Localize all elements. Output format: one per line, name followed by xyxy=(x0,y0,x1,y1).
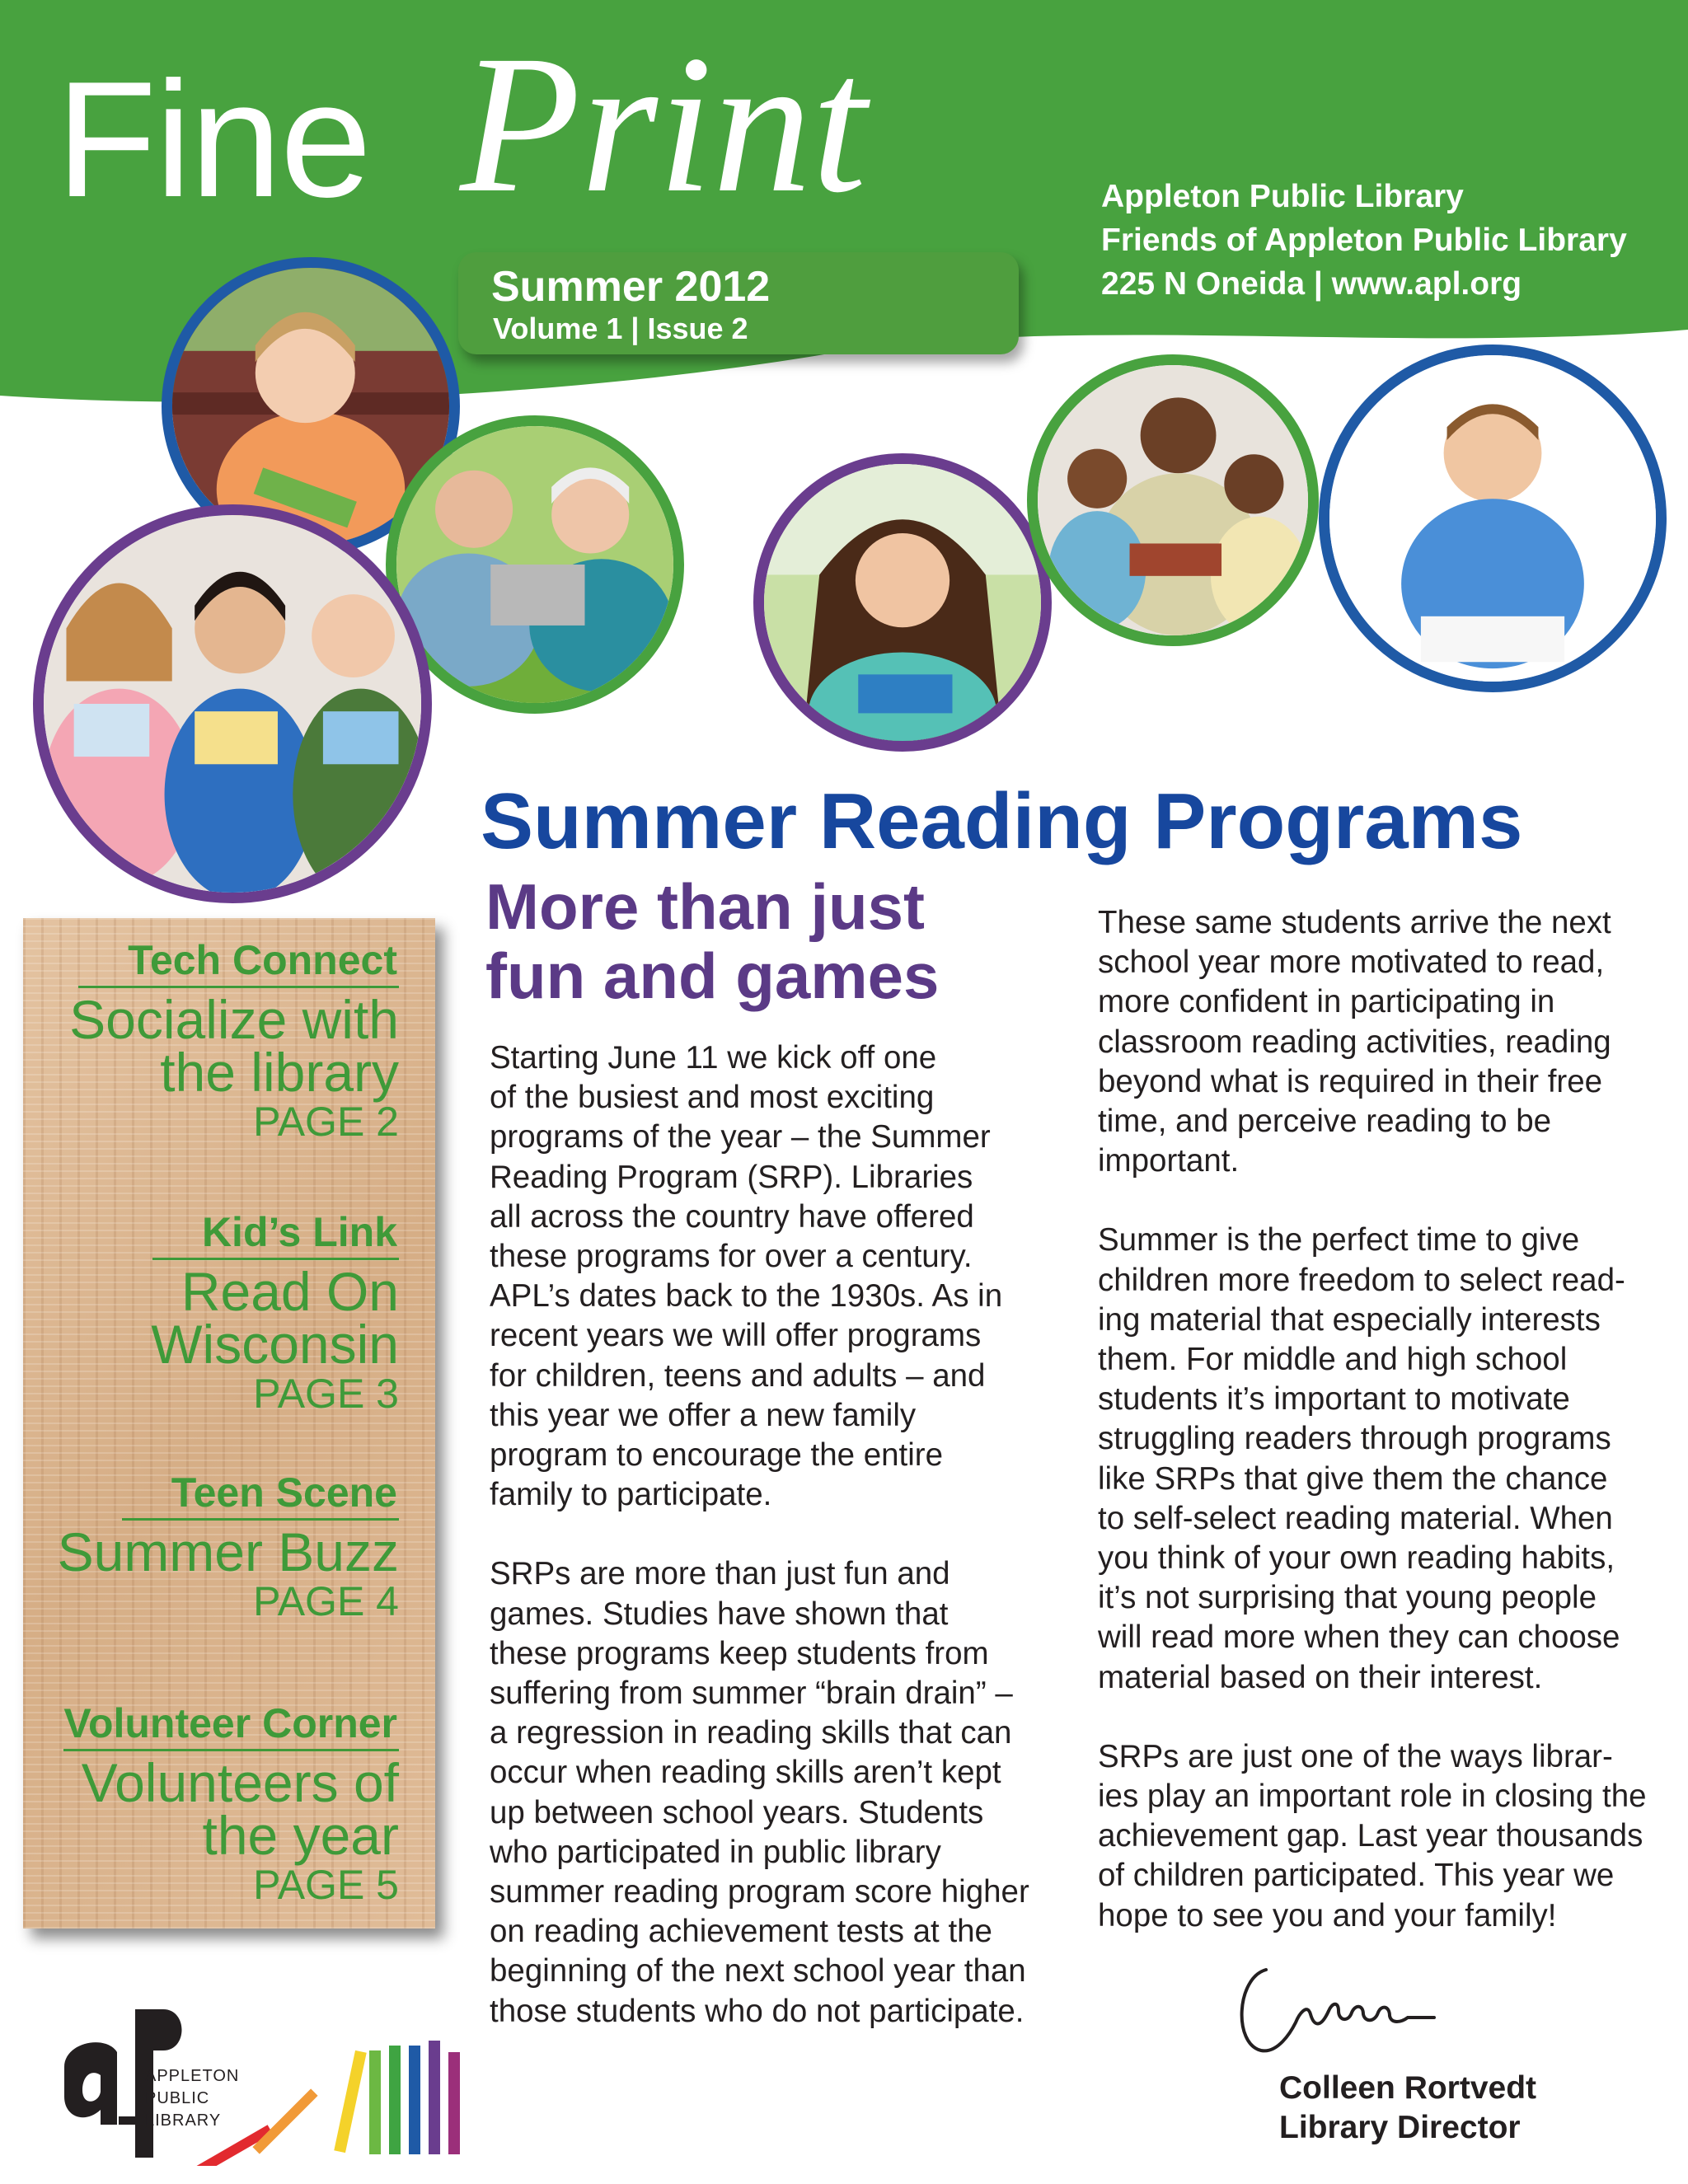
sidebar-item-volunteer-corner[interactable] xyxy=(63,1699,399,1908)
author-name: Colleen Rortvedt xyxy=(1279,2070,1537,2106)
sidebar-section-label: Volunteer Corner xyxy=(63,1699,399,1751)
article-headline: Summer Reading Programs xyxy=(481,777,1523,865)
sidebar-page-number: PAGE 5 xyxy=(253,1862,399,1908)
photo-boy-laughing xyxy=(1319,344,1667,692)
issue-box xyxy=(458,252,1019,354)
logo-line: PUBLIC xyxy=(145,2089,210,2107)
sidebar-page-number: PAGE 4 xyxy=(253,1578,399,1624)
sidebar-item-tech-connect[interactable] xyxy=(69,936,399,1145)
issue-volume: Volume 1 | Issue 2 xyxy=(493,312,748,345)
sidebar-page-number: PAGE 3 xyxy=(253,1371,399,1417)
sidebar-story-title: Summer Buzz xyxy=(57,1521,399,1582)
sidebar-section-label: Tech Connect xyxy=(78,936,399,988)
logo-line: LIBRARY xyxy=(145,2111,222,2130)
photo-three-kids-books xyxy=(33,504,432,903)
author-title: Library Director xyxy=(1279,2110,1521,2145)
sidebar-section-label: Kid’s Link xyxy=(152,1208,399,1260)
apl-logo-text xyxy=(145,2065,239,2132)
library-name: Appleton Public Library xyxy=(1101,179,1464,214)
sidebar-story-title: Volunteers of the year xyxy=(81,1752,399,1866)
article-column-left xyxy=(490,1038,1067,2071)
photo-couple-laptop xyxy=(386,415,684,714)
masthead-fine: Fine xyxy=(56,48,371,232)
masthead-print: Print xyxy=(460,14,867,233)
friends-name: Friends of Appleton Public Library xyxy=(1101,223,1627,258)
paragraph: Summer is the perfect time to give children more freedom to select read- ing material that especially interests them. For middle and high school students it’s important to motivate struggling readers through programs like SRPs that give them the chance to self-select reading material. When you think of your own reading habits, it’s not surprising that young people will read more when they can choose material based on their interest. xyxy=(1098,1222,1625,1695)
article-column-right xyxy=(1098,903,1675,1975)
sidebar-item-teen-scene[interactable] xyxy=(58,1469,399,1624)
sidebar-section-label: Teen Scene xyxy=(122,1469,399,1521)
in-this-issue-sidebar xyxy=(23,918,435,1929)
photo-father-children xyxy=(1027,354,1319,646)
paragraph: Starting June 11 we kick off one of the busiest and most exciting programs of the year – the Summer Reading Program (SRP). Libraries all across the country have offered these programs for over a century. APL’s dates back to the 1930s. As in recent years we will offer programs for children, teens and adults – and this year we offer a new family program to encourage the entire family to participate. xyxy=(490,1040,1003,1513)
photo-teen-girl-book xyxy=(753,453,1052,752)
library-address: 225 N Oneida | www.apl.org xyxy=(1101,266,1522,302)
library-info xyxy=(1101,175,1627,306)
paragraph: SRPs are more than just fun and games. Studies have shown that these programs keep students from suffering from summer “brain drain” – a regression in reading skills that can occur when reading skills aren’t kept up between school years. Students who participated in public library summer reading program score higher on reading achievement tests at the beginning of the next school year than those students who do not participate. xyxy=(490,1556,1029,2029)
paragraph: SRPs are just one of the ways librar- ies play an important role in closing the achievement gap. Last year thousands of children participated. This year we hope to see you and your family! xyxy=(1098,1738,1647,1933)
sidebar-page-number: PAGE 2 xyxy=(253,1099,399,1145)
apl-logo-mark xyxy=(56,2001,518,2166)
sidebar-story-title: Read On Wisconsin xyxy=(151,1261,399,1375)
director-signature xyxy=(1228,1953,1442,2060)
logo-line: APPLETON xyxy=(145,2067,240,2085)
sidebar-item-kids-link[interactable] xyxy=(151,1208,399,1417)
paragraph: These same students arrive the next school year more motivated to read, more confident in participating in classroom reading activities, reading beyond what is required in their free time, and perceive reading to be important. xyxy=(1098,905,1611,1179)
issue-season: Summer 2012 xyxy=(491,263,771,311)
article-subheadline: More than just fun and games xyxy=(485,870,940,1012)
sidebar-story-title: Socialize with the library xyxy=(69,989,399,1103)
